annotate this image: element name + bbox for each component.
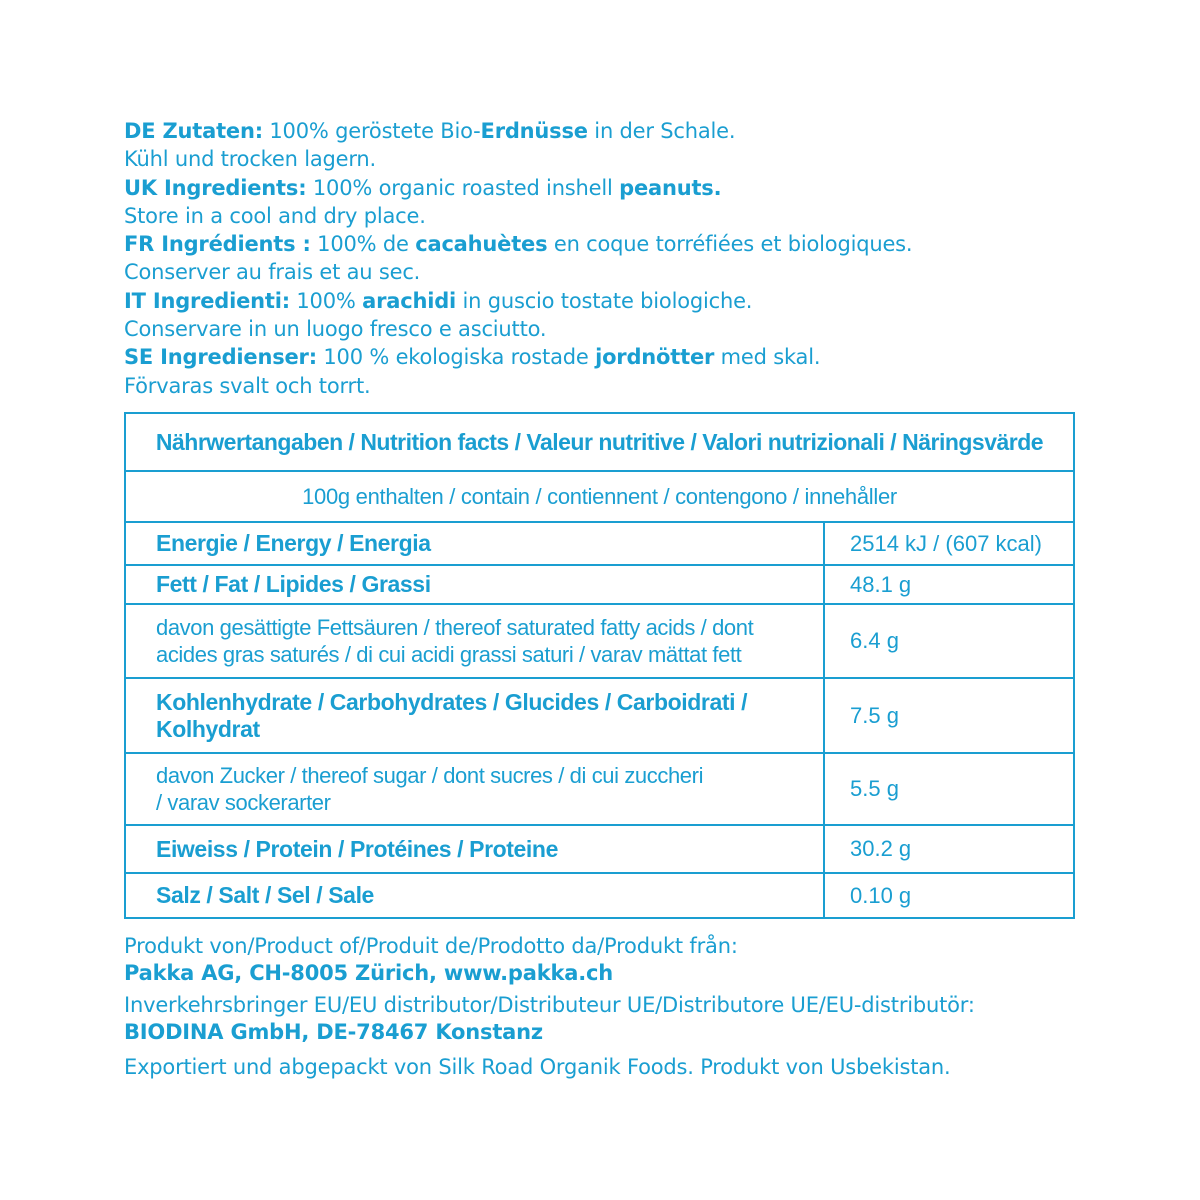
nutrition-title-row	[126, 414, 1073, 470]
ingredients-fr: FR Ingrédients : 100% de cacahuètes en coque torréfiées et biologiques.	[124, 232, 913, 257]
distributor-address: BIODINA GmbH, DE-78467 Konstanz	[124, 1020, 543, 1044]
nutrition-table	[124, 412, 1075, 919]
nutrient-value: 48.1 g	[850, 571, 912, 597]
nutrient-label: davon gesättigte Fettsäuren / thereof saturated fatty acids / dont acides gras saturés / di cui acidi grassi saturi / varav mättat fett	[126, 605, 825, 677]
nutrition-subtitle-row	[126, 470, 1073, 521]
producer-label: Produkt von/Product of/Produit de/Prodotto da/Produkt från:	[124, 934, 738, 958]
nutrition-row-protein	[126, 824, 1073, 872]
nutrient-value: 6.4 g	[850, 628, 899, 653]
storage-de: Kühl und trocken lagern.	[124, 147, 376, 172]
producer-address: Pakka AG, CH-8005 Zürich, www.pakka.ch	[124, 961, 613, 985]
nutrient-label: davon Zucker / thereof sugar / dont sucres / di cui zuccheri / varav sockerarter	[126, 754, 825, 824]
manufacturer-info	[124, 933, 1184, 1081]
nutrient-label: Eiweiss / Protein / Protéines / Proteine	[126, 826, 825, 872]
nutrition-subtitle: 100g enthalten / contain / contiennent / contengono / innehåller	[302, 483, 897, 509]
nutrient-value: 7.5 g	[850, 702, 899, 728]
ingredients-block	[124, 117, 1124, 400]
ingredients-uk: UK Ingredients: 100% organic roasted inshell peanuts.	[124, 175, 722, 200]
ingredients-se: SE Ingredienser: 100 % ekologiska rostade jordnötter med skal.	[124, 345, 821, 370]
nutrition-row-salt	[126, 872, 1073, 917]
nutrition-row-carbohydrates	[126, 677, 1073, 752]
nutrient-label: Fett / Fat / Lipides / Grassi	[126, 566, 825, 603]
nutrient-value: 5.5 g	[850, 776, 899, 801]
export-note: Exportiert und abgepackt von Silk Road Organik Foods. Produkt von Usbekistan.	[124, 1055, 951, 1079]
nutrient-label: Salz / Salt / Sel / Sale	[126, 874, 825, 917]
nutrient-value: 2514 kJ / (607 kcal)	[850, 530, 1042, 556]
nutrition-row-energy	[126, 521, 1073, 564]
ingredients-de: DE Zutaten: 100% geröstete Bio-Erdnüsse in der Schale.	[124, 119, 736, 143]
storage-fr: Conserver au frais et au sec.	[124, 260, 421, 285]
distributor-label: Inverkehrsbringer EU/EU distributor/Distributeur UE/Distributore UE/EU-distributör:	[124, 993, 975, 1017]
nutrient-label: Energie / Energy / Energia	[126, 523, 825, 564]
nutrient-value: 30.2 g	[850, 836, 912, 861]
nutrition-row-sugar	[126, 752, 1073, 824]
nutrient-value: 0.10 g	[850, 882, 912, 908]
storage-se: Förvaras svalt och torrt.	[124, 373, 371, 398]
nutrition-row-fat	[126, 564, 1073, 603]
storage-it: Conservare in un luogo fresco e asciutto.	[124, 317, 547, 342]
ingredients-it: IT Ingredienti: 100% arachidi in guscio tostate biologiche.	[124, 288, 753, 313]
nutrition-title: Nährwertangaben / Nutrition facts / Valeur nutritive / Valori nutrizionali / Näringsvärde	[155, 428, 1044, 455]
nutrient-label: Kohlenhydrate / Carbohydrates / Glucides / Carboidrati / Kolhydrat	[126, 679, 825, 752]
storage-uk: Store in a cool and dry place.	[124, 203, 426, 228]
nutrition-row-saturated-fat	[126, 603, 1073, 677]
